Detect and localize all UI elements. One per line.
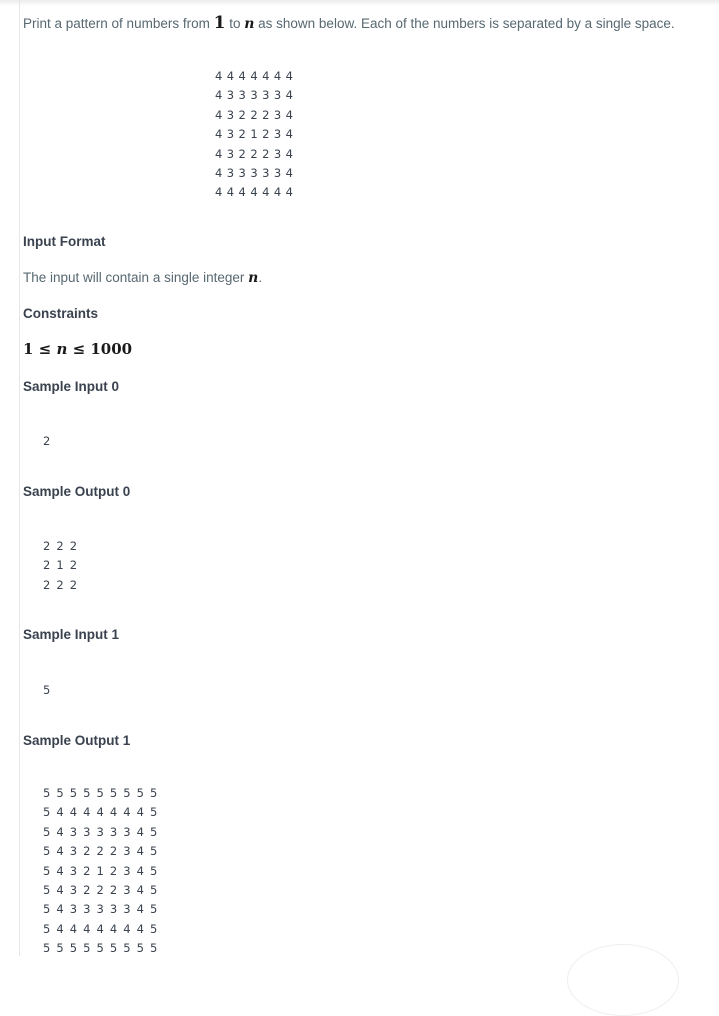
constraint-op-2: ≤ xyxy=(67,340,91,358)
top-shadow xyxy=(0,0,719,6)
example-pattern: 4 4 4 4 4 4 4 4 3 3 3 3 3 4 4 3 2 2 2 3 4 4 3 2 1 2 3 4 4 3 2 2 2 3 4 4 3 3 3 3 3 4 4 4 4 4 4 4 4 xyxy=(215,69,294,200)
sample-output-1-heading: Sample Output 1 xyxy=(23,733,131,748)
sample-input-1: 5 xyxy=(43,683,52,697)
intro-from-number: 1 xyxy=(213,13,226,33)
intro-prefix: Print a pattern of numbers from xyxy=(23,16,214,31)
input-format-heading: Input Format xyxy=(23,234,106,249)
constraint-lower: 1 xyxy=(23,340,34,358)
input-format-prefix: The input will contain a single integer xyxy=(23,270,249,285)
intro-suffix: as shown below. Each of the numbers is separated by a single space. xyxy=(254,16,675,31)
intro-to-word: to xyxy=(225,16,245,31)
sample-input-0: 2 xyxy=(43,434,52,448)
left-divider xyxy=(19,0,20,956)
sample-input-0-heading: Sample Input 0 xyxy=(23,379,120,394)
sample-output-0: 2 2 2 2 1 2 2 2 2 xyxy=(43,539,79,592)
input-format-suffix: . xyxy=(258,270,263,285)
constraint-variable: n xyxy=(56,340,68,358)
sample-output-1: 5 5 5 5 5 5 5 5 5 5 4 4 4 4 4 4 4 5 5 4 3 3 3 3 3 4 5 5 4 3 2 2 2 3 4 5 5 4 3 2 1 2 3 4 5 5 4 3 2 2 2 3 4 5 5 4 3 3 3 3 3 4 5 5 4 4 4 4 4 4 4 5 5 5 5 5 5 5 5 5 5 xyxy=(43,786,159,956)
corner-decoration xyxy=(567,944,679,1016)
input-format-variable: n xyxy=(248,270,259,286)
constraint-op-1: ≤ xyxy=(33,340,57,358)
constraints-heading: Constraints xyxy=(23,306,99,321)
sample-input-1-heading: Sample Input 1 xyxy=(23,627,120,642)
constraint-expression xyxy=(23,340,132,358)
constraint-upper: 1000 xyxy=(90,340,133,358)
intro-variable: n xyxy=(244,16,255,32)
input-format-text xyxy=(23,270,262,286)
problem-intro xyxy=(23,13,675,33)
sample-output-0-heading: Sample Output 0 xyxy=(23,484,131,499)
